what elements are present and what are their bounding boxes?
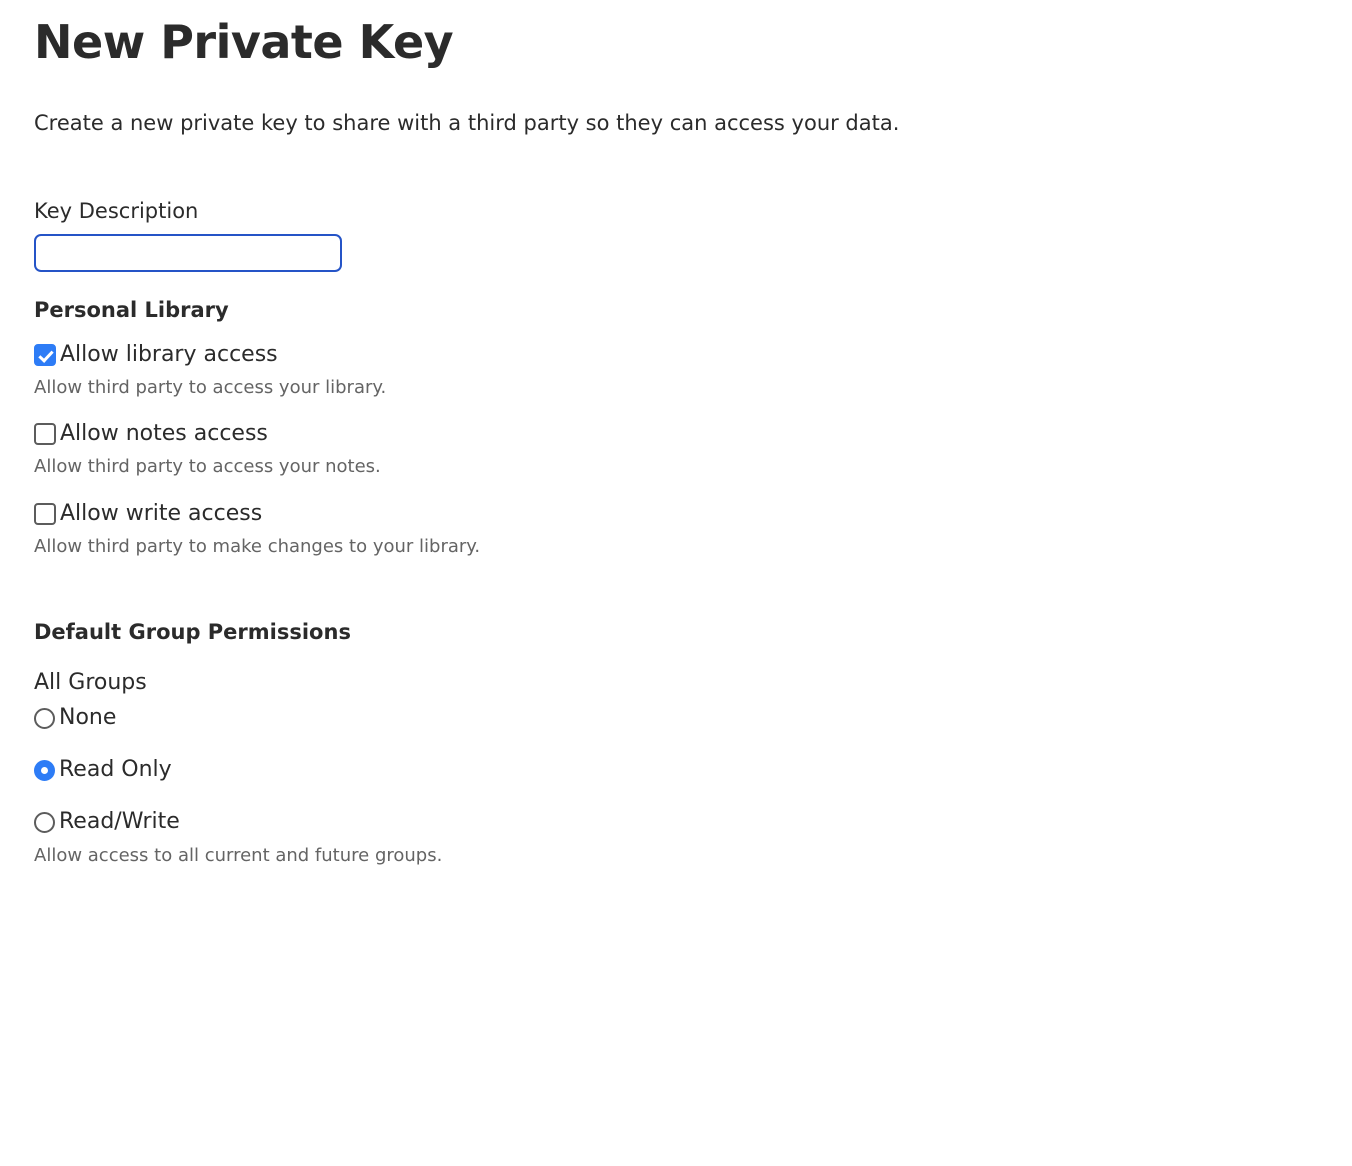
allow-write-access-label: Allow write access [60,500,263,526]
permission-read-write-row[interactable] [34,811,1318,833]
allow-notes-access-row[interactable] [34,423,1318,445]
allow-notes-access-checkbox[interactable] [34,423,56,445]
permission-read-only-radio[interactable] [34,760,55,781]
key-description-field [34,199,1318,272]
permission-none-label: None [59,705,117,731]
permission-read-write-radio[interactable] [34,812,55,833]
personal-library-heading: Personal Library [34,297,229,322]
allow-library-access-row[interactable] [34,341,1318,367]
permission-read-only-row[interactable] [34,759,1318,781]
key-description-label: Key Description [34,198,199,223]
allow-library-access-help: Allow third party to access your library. [34,376,387,398]
allow-notes-access-help: Allow third party to access your notes. [34,456,381,478]
permission-none-radio[interactable] [34,708,55,729]
permission-none-row[interactable] [34,707,1318,729]
page-title: New Private Key [34,15,454,69]
default-group-permissions-heading: Default Group Permissions [34,620,351,645]
key-description-input[interactable] [34,234,342,272]
page-description: Create a new private key to share with a third party so they can access your data. [34,110,900,135]
allow-library-access-checkbox[interactable] [34,344,56,366]
allow-library-access-label: Allow library access [60,341,278,367]
default-group-permissions-help: Allow access to all current and future groups. [34,845,443,867]
default-group-permissions-section [34,620,1318,866]
all-groups-label: All Groups [34,670,147,696]
permission-read-write-label: Read/Write [59,809,180,835]
allow-write-access-row[interactable] [34,500,1318,526]
permission-read-only-label: Read Only [59,757,172,783]
allow-write-access-checkbox[interactable] [34,503,56,525]
allow-write-access-help: Allow third party to make changes to your library. [34,535,481,557]
allow-notes-access-label: Allow notes access [60,421,268,447]
